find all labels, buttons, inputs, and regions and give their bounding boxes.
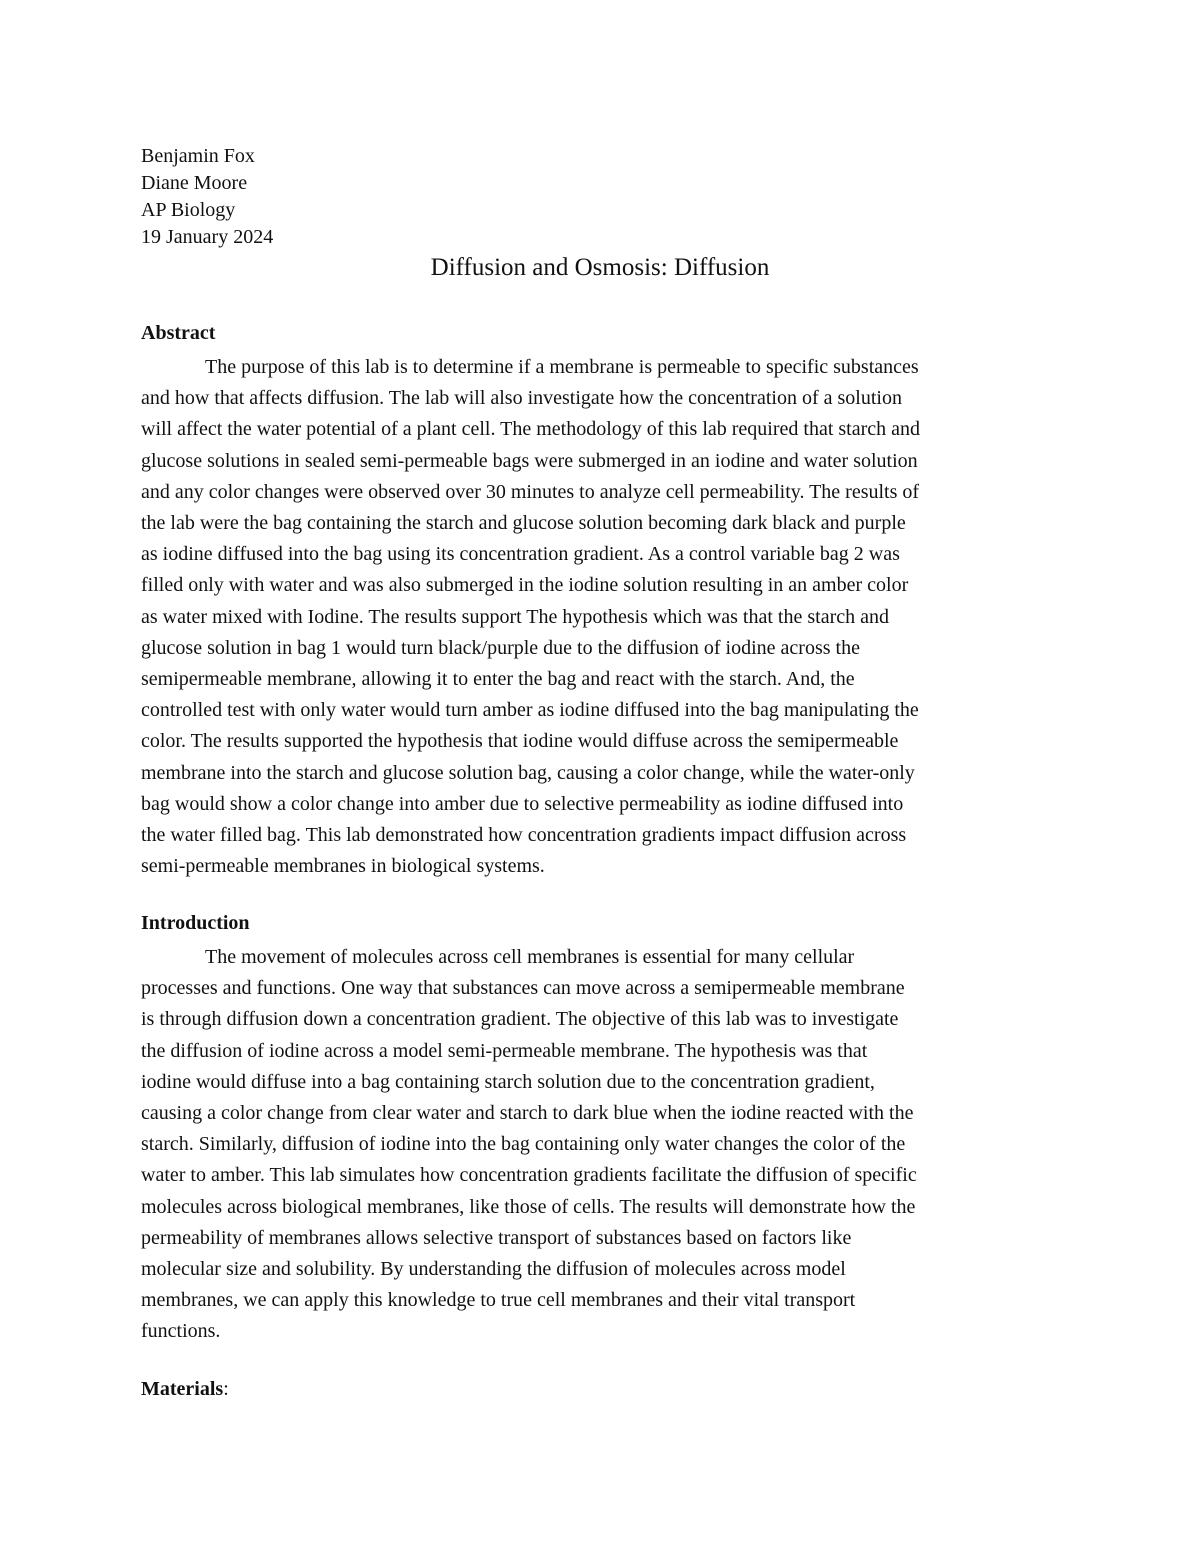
abstract-line: controlled test with only water would turn amber as iodine diffused into the bag manipulating the (141, 699, 919, 722)
course-name: AP Biology (141, 199, 236, 221)
abstract-body (141, 352, 1065, 882)
abstract-line: semi-permeable membranes in biological systems. (141, 855, 545, 878)
introduction-line: water to amber. This lab simulates how concentration gradients facilitate the diffusion of specific (141, 1164, 917, 1187)
introduction-line: functions. (141, 1320, 221, 1343)
abstract-line: glucose solution in bag 1 would turn black/purple due to the diffusion of iodine across the (141, 636, 860, 659)
teacher-name: Diane Moore (141, 172, 248, 194)
author-name: Benjamin Fox (141, 145, 255, 167)
abstract-line: will affect the water potential of a plant cell. The methodology of this lab required that starch and (141, 418, 921, 441)
introduction-line: membranes, we can apply this knowledge to true cell membranes and their vital transport (141, 1289, 856, 1312)
abstract-line: glucose solutions in sealed semi-permeable bags were submerged in an iodine and water solution (141, 449, 918, 472)
document-header (141, 143, 273, 251)
abstract-line: filled only with water and was also submerged in the iodine solution resulting in an amber color (141, 574, 909, 597)
abstract-line: membrane into the starch and glucose solution bag, causing a color change, while the water-only (141, 761, 915, 784)
introduction-line: causing a color change from clear water and starch to dark blue when the iodine reacted with the (141, 1102, 914, 1125)
abstract-line: and how that affects diffusion. The lab will also investigate how the concentration of a solution (141, 387, 902, 410)
materials-colon: : (223, 1378, 229, 1400)
introduction-line: starch. Similarly, diffusion of iodine into the bag containing only water changes the color of the (141, 1133, 906, 1156)
introduction-line: is through diffusion down a concentration gradient. The objective of this lab was to investigate (141, 1008, 899, 1031)
abstract-line: as iodine diffused into the bag using its concentration gradient. As a control variable bag 2 was (141, 543, 900, 566)
abstract-line: semipermeable membrane, allowing it to enter the bag and react with the starch. And, the (141, 668, 855, 691)
introduction-line: permeability of membranes allows selective transport of substances based on factors like (141, 1226, 852, 1249)
introduction-line: iodine would diffuse into a bag containing starch solution due to the concentration gradient, (141, 1070, 875, 1093)
abstract-line: color. The results supported the hypothesis that iodine would diffuse across the semipermeable (141, 730, 899, 753)
introduction-heading: Introduction (141, 912, 250, 934)
document-title: Diffusion and Osmosis: Diffusion (430, 254, 770, 281)
introduction-line: molecular size and solubility. By understanding the diffusion of molecules across model (141, 1258, 846, 1281)
document-date: 19 January 2024 (141, 226, 274, 248)
abstract-line: bag would show a color change into amber due to selective permeability as iodine diffused into (141, 792, 904, 815)
introduction-line: the diffusion of iodine across a model semi-permeable membrane. The hypothesis was that (141, 1039, 868, 1062)
introduction-body (141, 942, 1065, 1348)
introduction-line: molecules across biological membranes, like those of cells. The results will demonstrate how the (141, 1195, 916, 1218)
introduction-line: processes and functions. One way that substances can move across a semipermeable membrane (141, 977, 905, 1000)
introduction-line: The movement of molecules across cell membranes is essential for many cellular (205, 946, 855, 968)
abstract-line: as water mixed with Iodine. The results support The hypothesis which was that the starch and (141, 605, 889, 628)
abstract-line: the lab were the bag containing the starch and glucose solution becoming dark black and purple (141, 512, 906, 535)
materials-heading-row (141, 1376, 229, 1403)
abstract-line: and any color changes were observed over 30 minutes to analyze cell permeability. The results of (141, 480, 920, 503)
materials-heading: Materials (141, 1378, 224, 1400)
abstract-line: The purpose of this lab is to determine if a membrane is permeable to specific substances (205, 356, 919, 378)
abstract-heading: Abstract (141, 322, 216, 344)
abstract-line: the water filled bag. This lab demonstrated how concentration gradients impact diffusion across (141, 824, 907, 847)
